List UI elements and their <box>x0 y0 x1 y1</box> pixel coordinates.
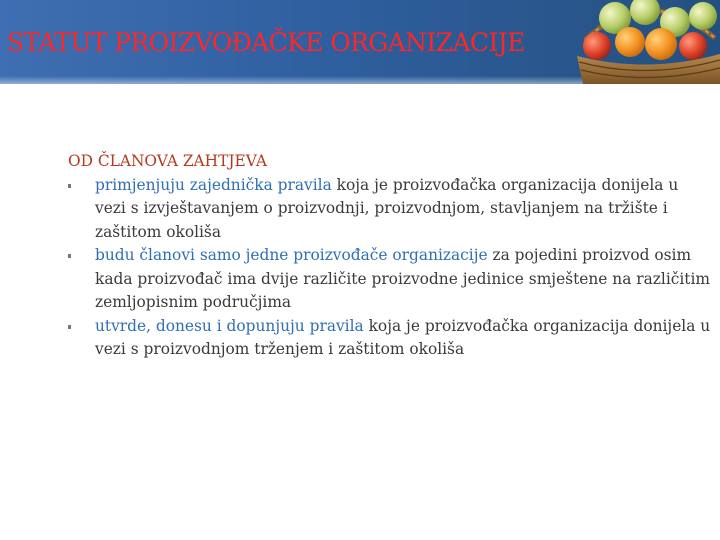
requirements-list <box>68 174 713 362</box>
list-item <box>68 244 713 315</box>
list-item <box>68 174 713 245</box>
item-highlight: budu članovi samo jedne proizvođače organizacije <box>95 246 488 264</box>
header-banner <box>0 0 720 84</box>
page-title: STATUT PROIZVOĐAČKE ORGANIZACIJE <box>7 28 525 57</box>
item-text: koja je proizvođačka organizacija donijela u vezi s proizvodnjom trženjem i zaštitom okoliša <box>95 316 711 358</box>
fruit-basket-icon <box>575 0 720 84</box>
slide-content <box>68 150 713 362</box>
item-highlight: utvrde, donesu i dopunjuju pravila <box>95 316 364 335</box>
list-item <box>68 315 713 362</box>
item-highlight: primjenjuju zajednička pravila <box>95 175 332 194</box>
section-subtitle: OD ČLANOVA ZAHTJEVA <box>68 152 267 170</box>
item-text: za pojedini proizvod osim kada proizvođač ima dvije različite proizvodne jedinice smještene na različitim zemljopisnim područjima <box>95 246 710 311</box>
bullet-icon <box>68 254 71 258</box>
item-text: koja je proizvođačka organizacija donijela u vezi s izvještavanjem o proizvodnji, proizvodnjom, stavljanjem na tržište i zaštitom okoliša <box>95 175 679 241</box>
bullet-icon <box>68 184 71 188</box>
bullet-icon <box>68 325 71 329</box>
